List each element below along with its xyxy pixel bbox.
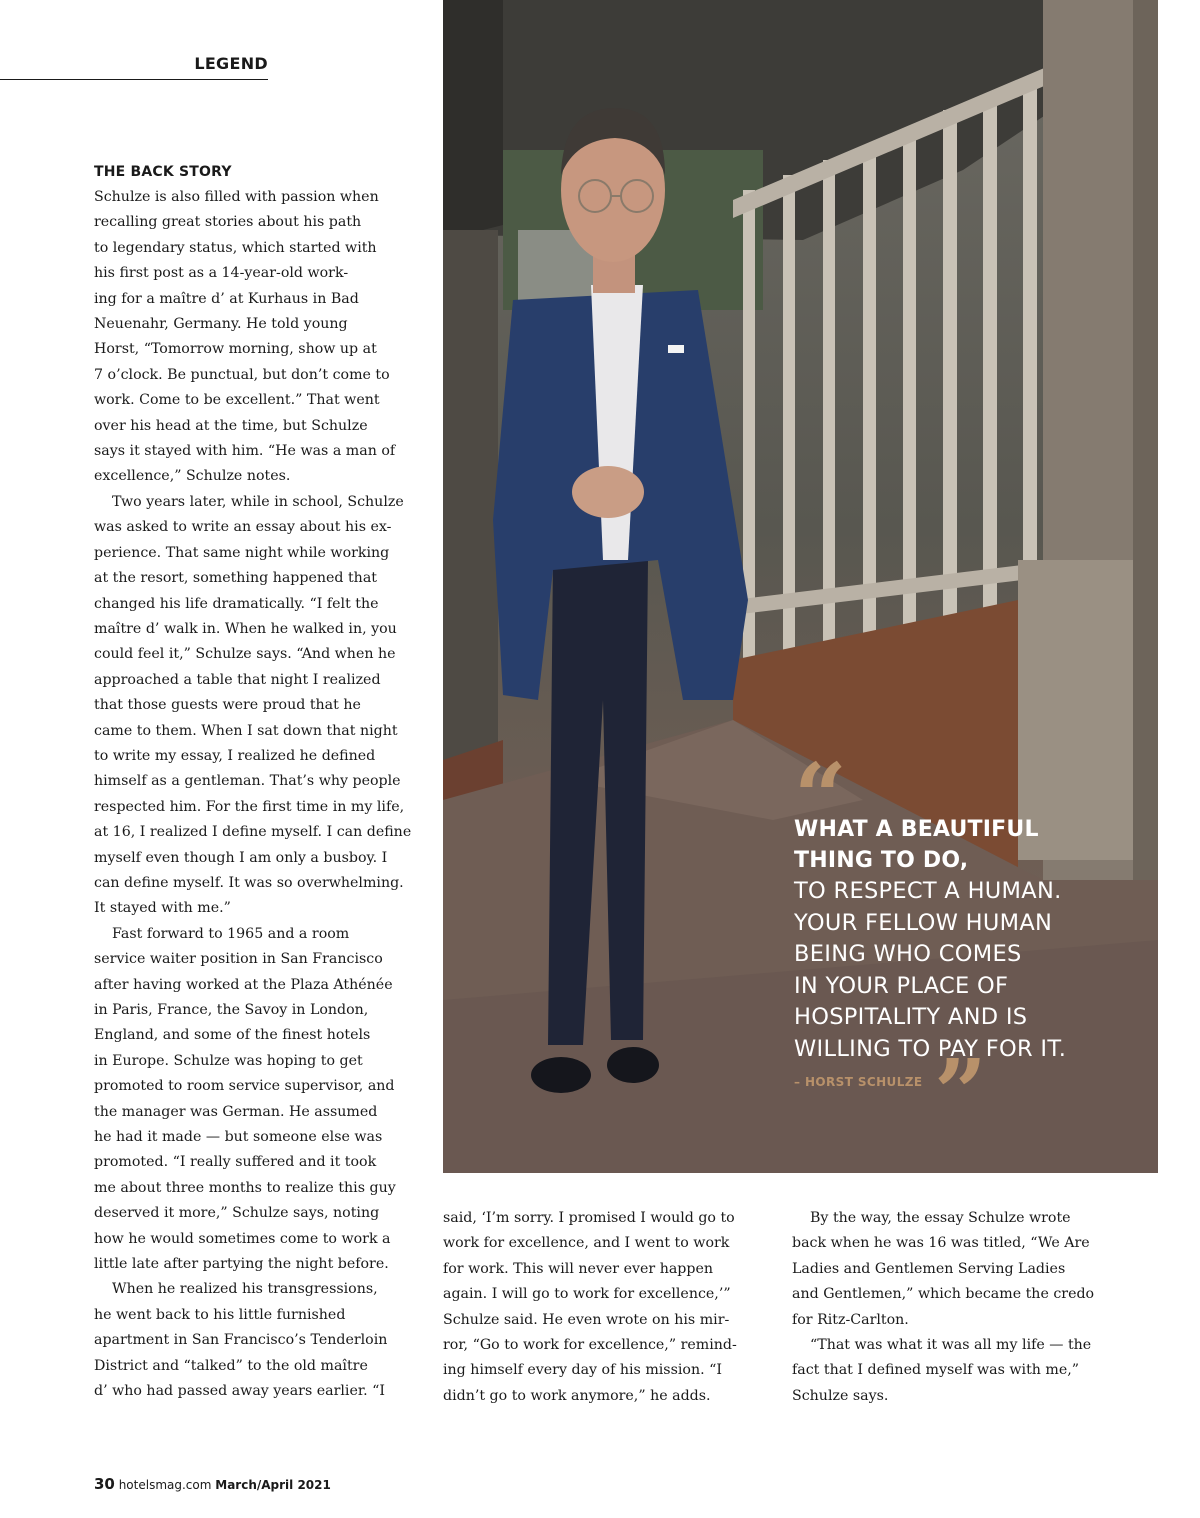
close-quote-mark: ” bbox=[934, 1039, 987, 1147]
paragraph-3: Fast forward to 1965 and a room service waiter position in San Francisco after having worked at the Plaza Athénée in Paris, France, the Savoy in London, England, and some of the finest hotels in Europe. Schulze was hoping to get promoted to room service supervisor, and the manager was German. He assumed he had it made — but someone else was promoted. “I really suffered and it took me about three months to realize this guy deserved it more,” Schulze says, noting how he would sometimes come to work a little late after partying the night before. bbox=[94, 925, 396, 1273]
issue-date: March/April 2021 bbox=[215, 1478, 331, 1492]
paragraph-continued: said, ‘I’m sorry. I promised I would go to work for excellence, and I went to work for work. This will never ever happen again. I will go to work for excellence,’” Schulze said. He even wrote on his mir- ror, “Go to work for excellence,” remind- ing himself every day of his mission. “I didn’t go to work anymore,” he adds. bbox=[443, 1210, 737, 1404]
pull-quote-text: TO RESPECT A HUMAN. YOUR FELLOW HUMAN BEING WHO COMES IN YOUR PLACE OF HOSPITALITY AND IS WILLING TO PAY FOR IT. bbox=[794, 878, 1067, 1062]
page-folio bbox=[94, 1474, 331, 1495]
pull-quote-emphasis: WHAT A BEAUTIFUL THING TO DO, bbox=[794, 817, 1039, 873]
paragraph-essay: By the way, the essay Schulze wrote back when he was 16 was titled, “We Are Ladies and Gentlemen Serving Ladies and Gentlemen,” which became the credo for Ritz-Carlton. bbox=[792, 1210, 1095, 1328]
paragraph-1: Schulze is also filled with passion when recalling great stories about his path to legendary status, which started with his first post as a 14-year-old work- ing for a maître d’ at Kurhaus in Bad Neuenahr, Germany. He told young Horst, “Tomorrow morning, show up at 7 o’clock. Be punctual, but don’t come to work. Come to be excellent.” That went over his head at the time, but Schulze says it stayed with him. “He was a man of excellence,” Schulze notes. bbox=[94, 189, 396, 485]
page-number: 30 bbox=[94, 1475, 115, 1493]
paragraph-2: Two years later, while in school, Schulze was asked to write an essay about his ex- perience. That same night while working at the resort, something happened that changed his life dramatically. “I felt the maître d’ walk in. When he walked in, you could feel it,” Schulze says. “And when he approached a table that night I realized that those guests were proud that he came to them. When I sat down that night to write my essay, I realized he defined himself as a gentleman. That’s why people respected him. For the first time in my life, at 16, I realized I define myself. I can define myself even though I am only a busboy. I can define myself. It was so overwhelming. It stayed with me.” bbox=[94, 493, 412, 917]
pull-quote-attribution: – HORST SCHULZE bbox=[794, 1075, 923, 1089]
article-column-3 bbox=[792, 1206, 1110, 1409]
website-link[interactable]: hotelsmag.com bbox=[118, 1478, 212, 1492]
article-column-2 bbox=[443, 1206, 761, 1409]
pull-quote bbox=[794, 743, 1124, 1147]
portrait-photo bbox=[443, 0, 1158, 1173]
article-column-1 bbox=[94, 161, 412, 1405]
open-quote-mark: “ bbox=[794, 743, 847, 851]
paragraph-closing: “That was what it was all my life — the fact that I defined myself was with me,” Schulze says. bbox=[792, 1337, 1092, 1404]
section-label: LEGEND bbox=[0, 54, 268, 80]
paragraph-4: When he realized his transgressions, he went back to his little furnished apartment in San Francisco’s Tenderloin District and “talked” to the old maître d’ who had passed away years earlier. “I bbox=[94, 1281, 388, 1400]
article-subhead: THE BACK STORY bbox=[94, 164, 232, 180]
